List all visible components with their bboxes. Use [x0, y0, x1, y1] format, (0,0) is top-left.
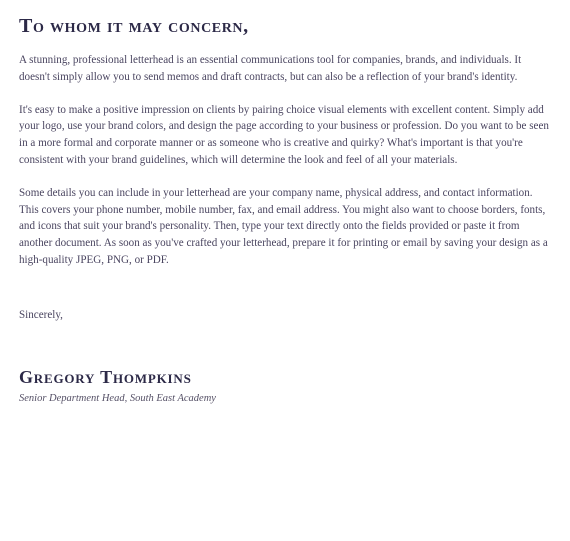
salutation: To whom it may concern, — [19, 15, 249, 37]
body-paragraph-3: Some details you can include in your letterhead are your company name, physical address, and contact information. This covers your phone number, mobile number, fax, and email address. You might also want to choose borders, fonts, and icons that suit your brand's personality. Then, type your text directly onto the fields provided or paste it from another document. As soon as you've crafted your letterhead, prepare it for printing or email by saving your design as a high-quality JPEG, PNG, or PDF. — [19, 186, 548, 266]
signature-name: Gregory Thompkins — [19, 366, 192, 387]
closing: Sincerely, — [19, 308, 63, 321]
body-paragraph-1: A stunning, professional letterhead is an essential communications tool for companies, brands, and individuals. It doesn't simply allow you to send memos and draft contracts, but can also be a reflection of your brand's identity. — [19, 54, 522, 83]
signature-title: Senior Department Head, South East Academy — [19, 392, 216, 404]
body-paragraph-2: It's easy to make a positive impression on clients by pairing choice visual elements with excellent content. Simply add your logo, use your brand colors, and design the page according to your business or profession. Do you want to be seen in a more formal and corporate manner or as someone who is creative and quirky? What's important is that you're consistent with your brand guidelines, which will determine the look and feel of all your materials. — [19, 103, 549, 166]
